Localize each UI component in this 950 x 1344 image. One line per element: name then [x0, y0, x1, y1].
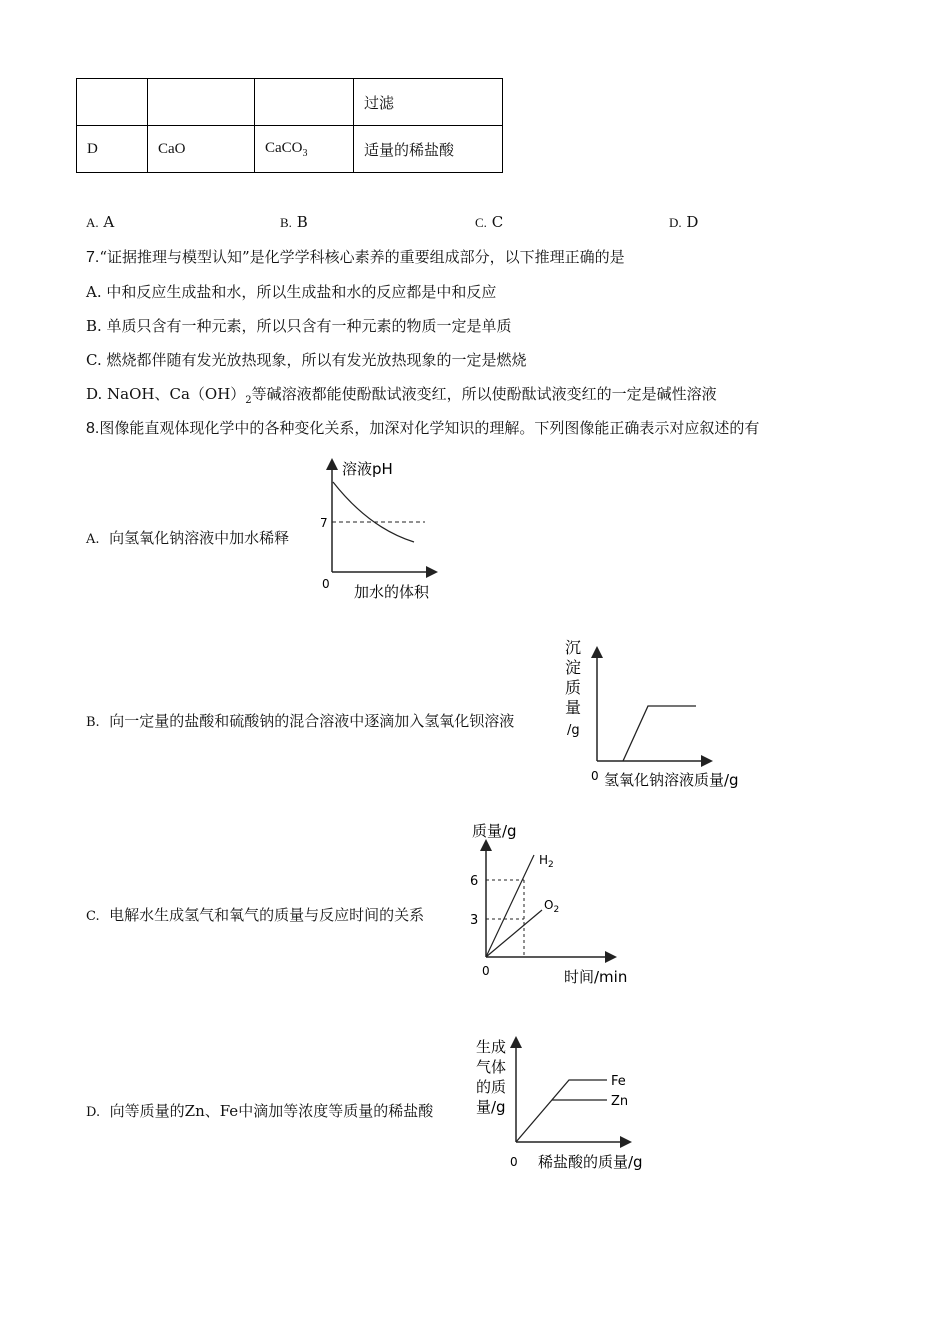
q8-option-d — [86, 1100, 433, 1121]
precipitate-line — [623, 706, 696, 761]
option-label: D. — [86, 1105, 101, 1120]
origin-label: 0 — [510, 1155, 518, 1169]
graph-a — [310, 452, 450, 606]
y-label-char: 淀 — [565, 658, 582, 677]
question-text: “证据推理与模型认知”是化学学科核心素养的重要组成部分，以下推理正确的是 — [99, 248, 625, 266]
tick-label-7: 7 — [320, 516, 328, 530]
table-cell — [77, 79, 148, 126]
question-number: 8. — [86, 420, 100, 437]
q7-option-a: A. 中和反应生成盐和水，所以生成盐和水的反应都是中和反应 — [86, 283, 497, 301]
option-label: A. — [86, 215, 99, 230]
o2-label: $O_2$ — [544, 898, 560, 915]
table-row — [77, 126, 503, 173]
graph-c — [466, 817, 646, 989]
y-label-line: 量/g — [476, 1098, 506, 1116]
y-label-char: 质 — [565, 678, 582, 697]
y-axis-label: 溶液pH — [342, 460, 393, 478]
y-label-char: /g — [567, 723, 580, 738]
origin-label: 0 — [591, 769, 599, 783]
option-text: 向氢氧化钠溶液中加水稀释 — [109, 529, 290, 547]
table-cell — [255, 79, 354, 126]
option-label: A. — [86, 532, 100, 547]
table-cell — [148, 79, 255, 126]
origin-label: 0 — [482, 964, 490, 978]
y-axis-label: 质量/g — [472, 822, 517, 840]
table-cell — [255, 126, 354, 173]
table-cell: D — [77, 126, 148, 173]
fe-label: Fe — [611, 1074, 626, 1089]
table-cell: 过滤 — [354, 79, 503, 126]
option-label: B. — [280, 215, 292, 230]
option-text-pre: D. NaOH、Ca（OH） — [86, 385, 246, 403]
q6-option-a — [86, 213, 114, 231]
option-label: B. — [86, 715, 100, 730]
x-axis-label: 加水的体积 — [354, 583, 430, 601]
q7-option-b: B. 单质只含有一种元素，所以只含有一种元素的物质一定是单质 — [86, 317, 512, 335]
y-label-line: 气体 — [476, 1058, 507, 1076]
graph-d — [474, 1030, 674, 1180]
option-text: 向等质量的Zn、Fe中滴加等浓度等质量的稀盐酸 — [109, 1102, 434, 1120]
q7-option-d — [86, 383, 717, 406]
q8-option-c — [86, 904, 424, 925]
question-text: 图像能直观体现化学中的各种变化关系，加深对化学知识的理解。下列图像能正确表示对应叙述的有 — [99, 419, 760, 437]
zn-label: Zn — [611, 1094, 629, 1109]
h2-label: $H_2$ — [539, 853, 554, 870]
origin-label: 0 — [322, 577, 330, 591]
q6-option-d — [669, 213, 698, 231]
x-axis-label: 时间/min — [564, 968, 628, 986]
formula-subscript: 2 — [245, 395, 252, 406]
o2-line — [486, 910, 542, 957]
q7-option-c: C. 燃烧都伴随有发光放热现象，所以有发光放热现象的一定是燃烧 — [86, 351, 527, 369]
x-axis-label: 稀盐酸的质量/g — [538, 1153, 643, 1171]
formula: CaCO — [265, 139, 303, 156]
ph-curve — [333, 482, 414, 542]
q7-stem — [86, 246, 625, 267]
q8-option-b — [86, 710, 514, 731]
graph-b — [560, 632, 770, 794]
reagent-table — [76, 78, 503, 173]
option-label: C. — [86, 909, 100, 924]
formula-subscript: 3 — [302, 147, 308, 159]
tick-label-3: 3 — [470, 913, 479, 928]
option-label: D. — [669, 215, 682, 230]
y-label-line: 的质 — [476, 1078, 507, 1096]
option-text: A — [103, 213, 115, 231]
q8-option-a — [86, 527, 289, 548]
option-text: 电解水生成氢气和氧气的质量与反应时间的关系 — [109, 906, 425, 924]
question-number: 7. — [86, 249, 100, 266]
y-label-line: 生成 — [476, 1038, 507, 1056]
table-row — [77, 79, 503, 126]
q8-stem — [86, 417, 759, 438]
option-text: B — [296, 213, 308, 231]
y-label-char: 量 — [565, 698, 582, 717]
option-text: D — [686, 213, 699, 231]
q6-option-c — [475, 213, 503, 231]
fe-line — [516, 1080, 607, 1142]
y-label-char: 沉 — [565, 638, 582, 657]
option-text: C — [491, 213, 504, 231]
tick-label-6: 6 — [470, 874, 479, 889]
table-cell: 适量的稀盐酸 — [354, 126, 503, 173]
option-label: C. — [475, 215, 487, 230]
x-axis-label: 氢氧化钠溶液质量/g — [604, 771, 739, 789]
h2-line — [486, 855, 534, 957]
option-text-post: 等碱溶液都能使酚酞试液变红，所以使酚酞试液变红的一定是碱性溶液 — [251, 385, 717, 403]
option-text: 向一定量的盐酸和硫酸钠的混合溶液中逐滴加入氢氧化钡溶液 — [109, 712, 515, 730]
table-cell: CaO — [148, 126, 255, 173]
q6-option-b — [280, 213, 308, 231]
